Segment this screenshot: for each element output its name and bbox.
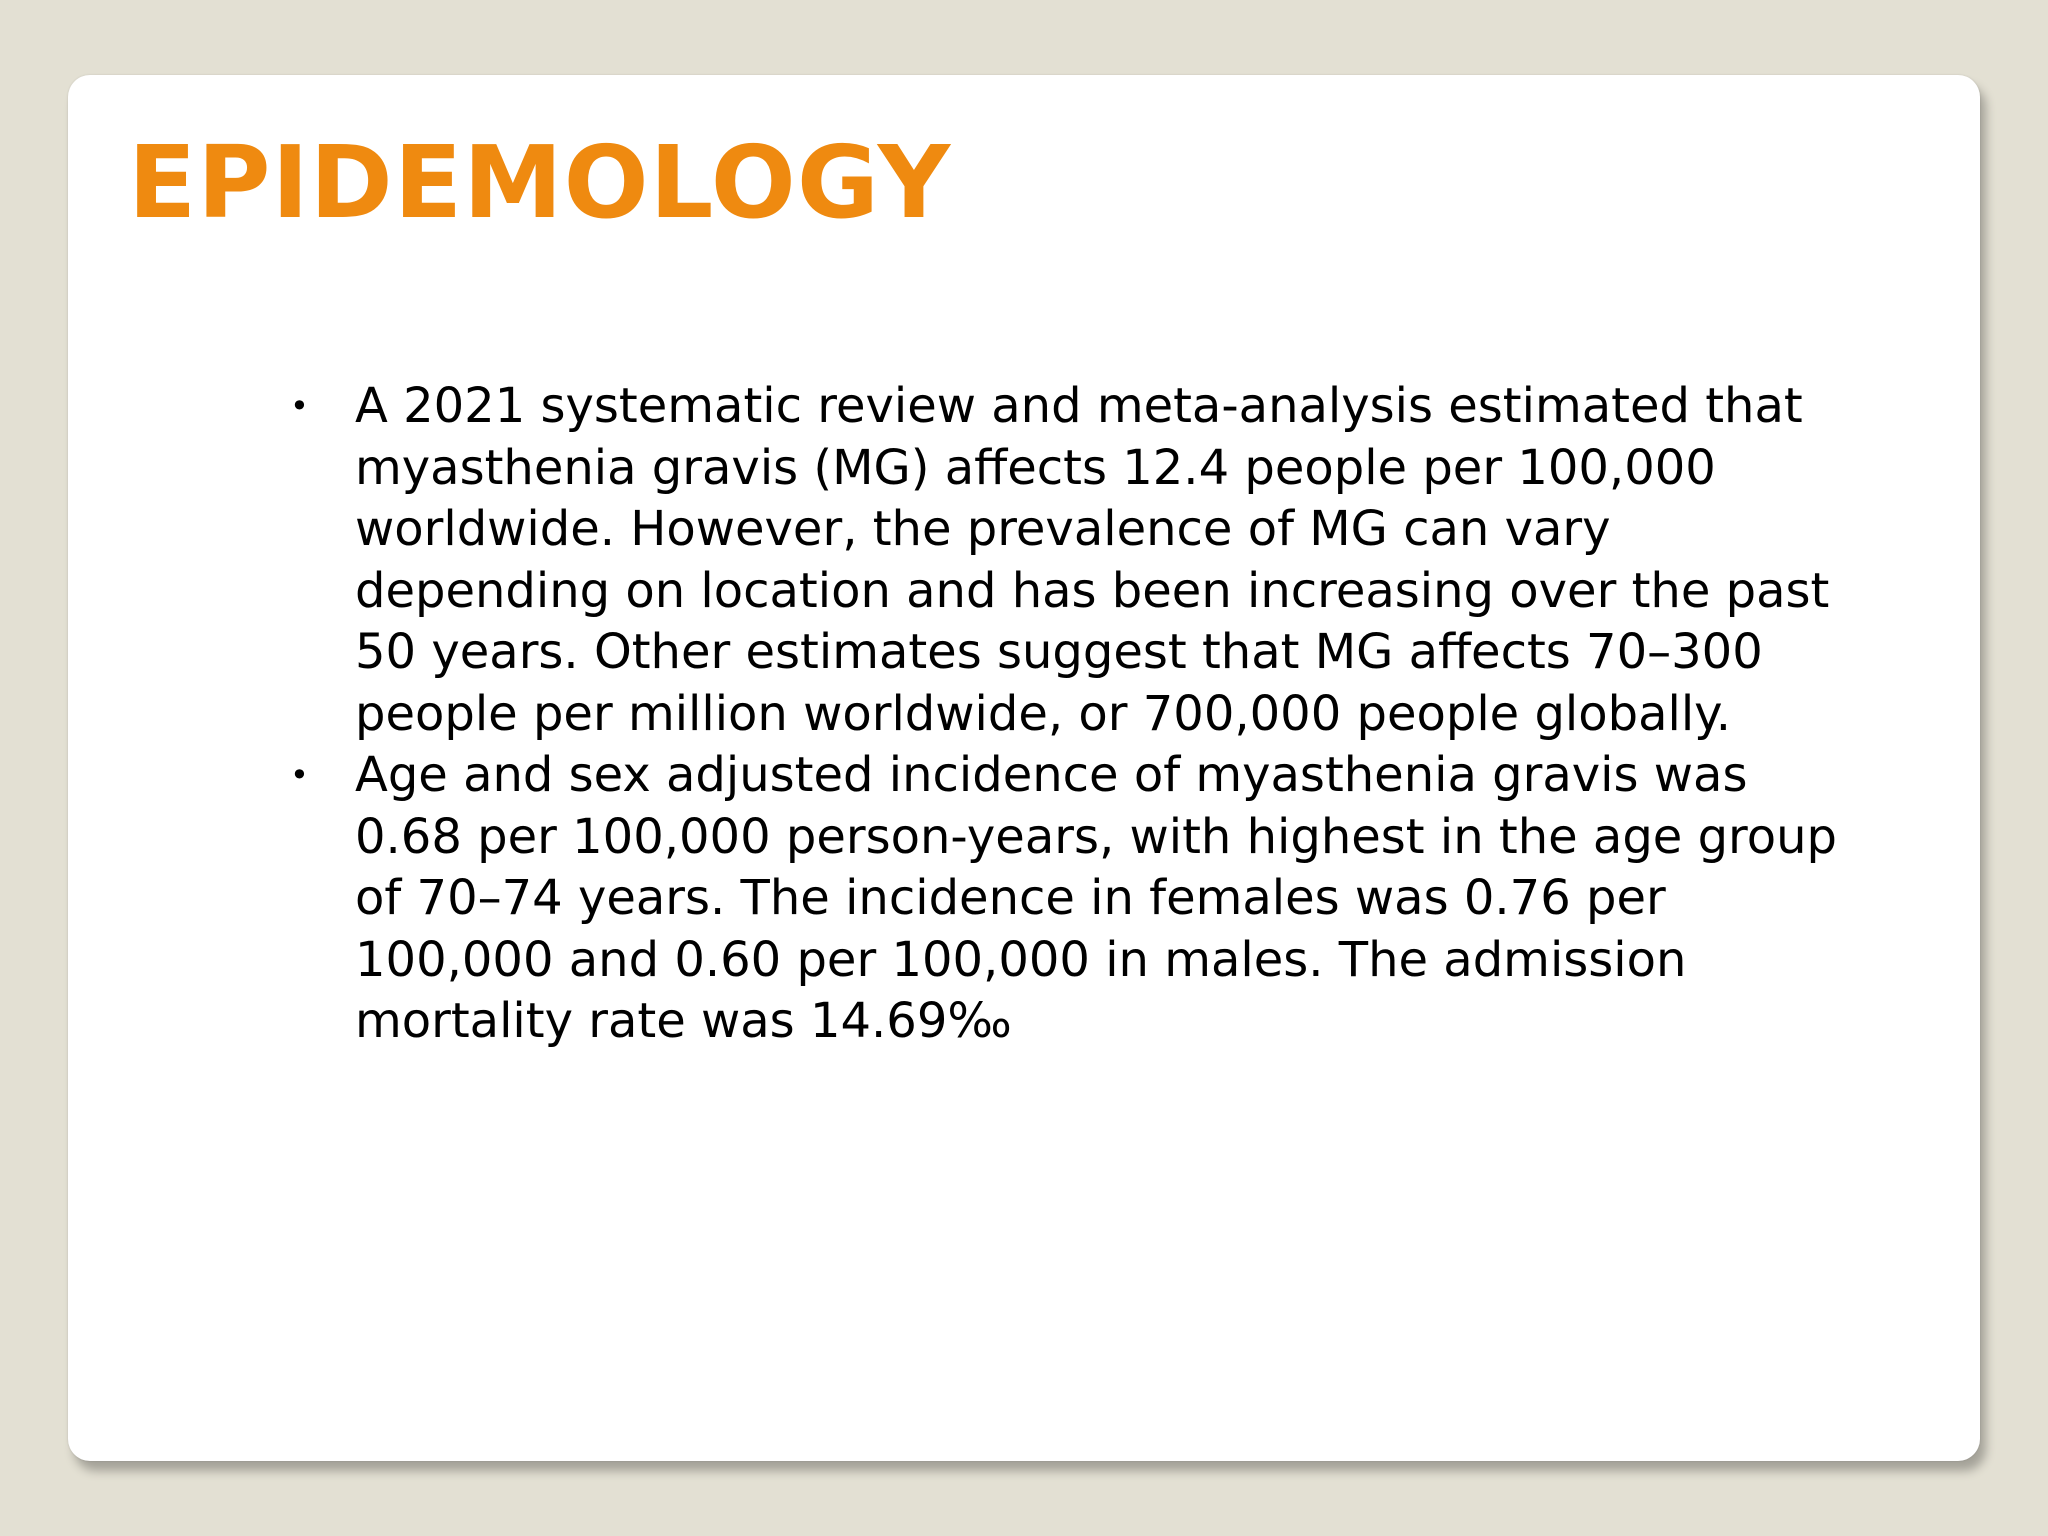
bullet-text-prevalence: A 2021 systematic review and meta-analysis estimated that myasthenia gravis (MG) affects 12.4 people per 100,000 worldwide. However, the prevalence of MG can vary depending on location and has been increasing over the past 50 years. Other estimates suggest that MG affects 70–300 people per million worldwide, or 700,000 people globally. bbox=[355, 378, 1830, 742]
bullet-item-incidence bbox=[220, 745, 1840, 1053]
bullet-marker: • bbox=[290, 387, 309, 425]
bullet-marker: • bbox=[290, 756, 309, 794]
slide-title: EPIDEMOLOGY bbox=[128, 124, 952, 241]
slide-card bbox=[68, 75, 1980, 1461]
bullet-list bbox=[220, 376, 1840, 1053]
bullet-item-prevalence bbox=[220, 376, 1840, 745]
bullet-text-incidence: Age and sex adjusted incidence of myasthenia gravis was 0.68 per 100,000 person-years, with highest in the age group of 70–74 years. The incidence in females was 0.76 per 100,000 and 0.60 per 100,000 in males. The admission mortality rate was 14.69‰ bbox=[355, 747, 1837, 1049]
